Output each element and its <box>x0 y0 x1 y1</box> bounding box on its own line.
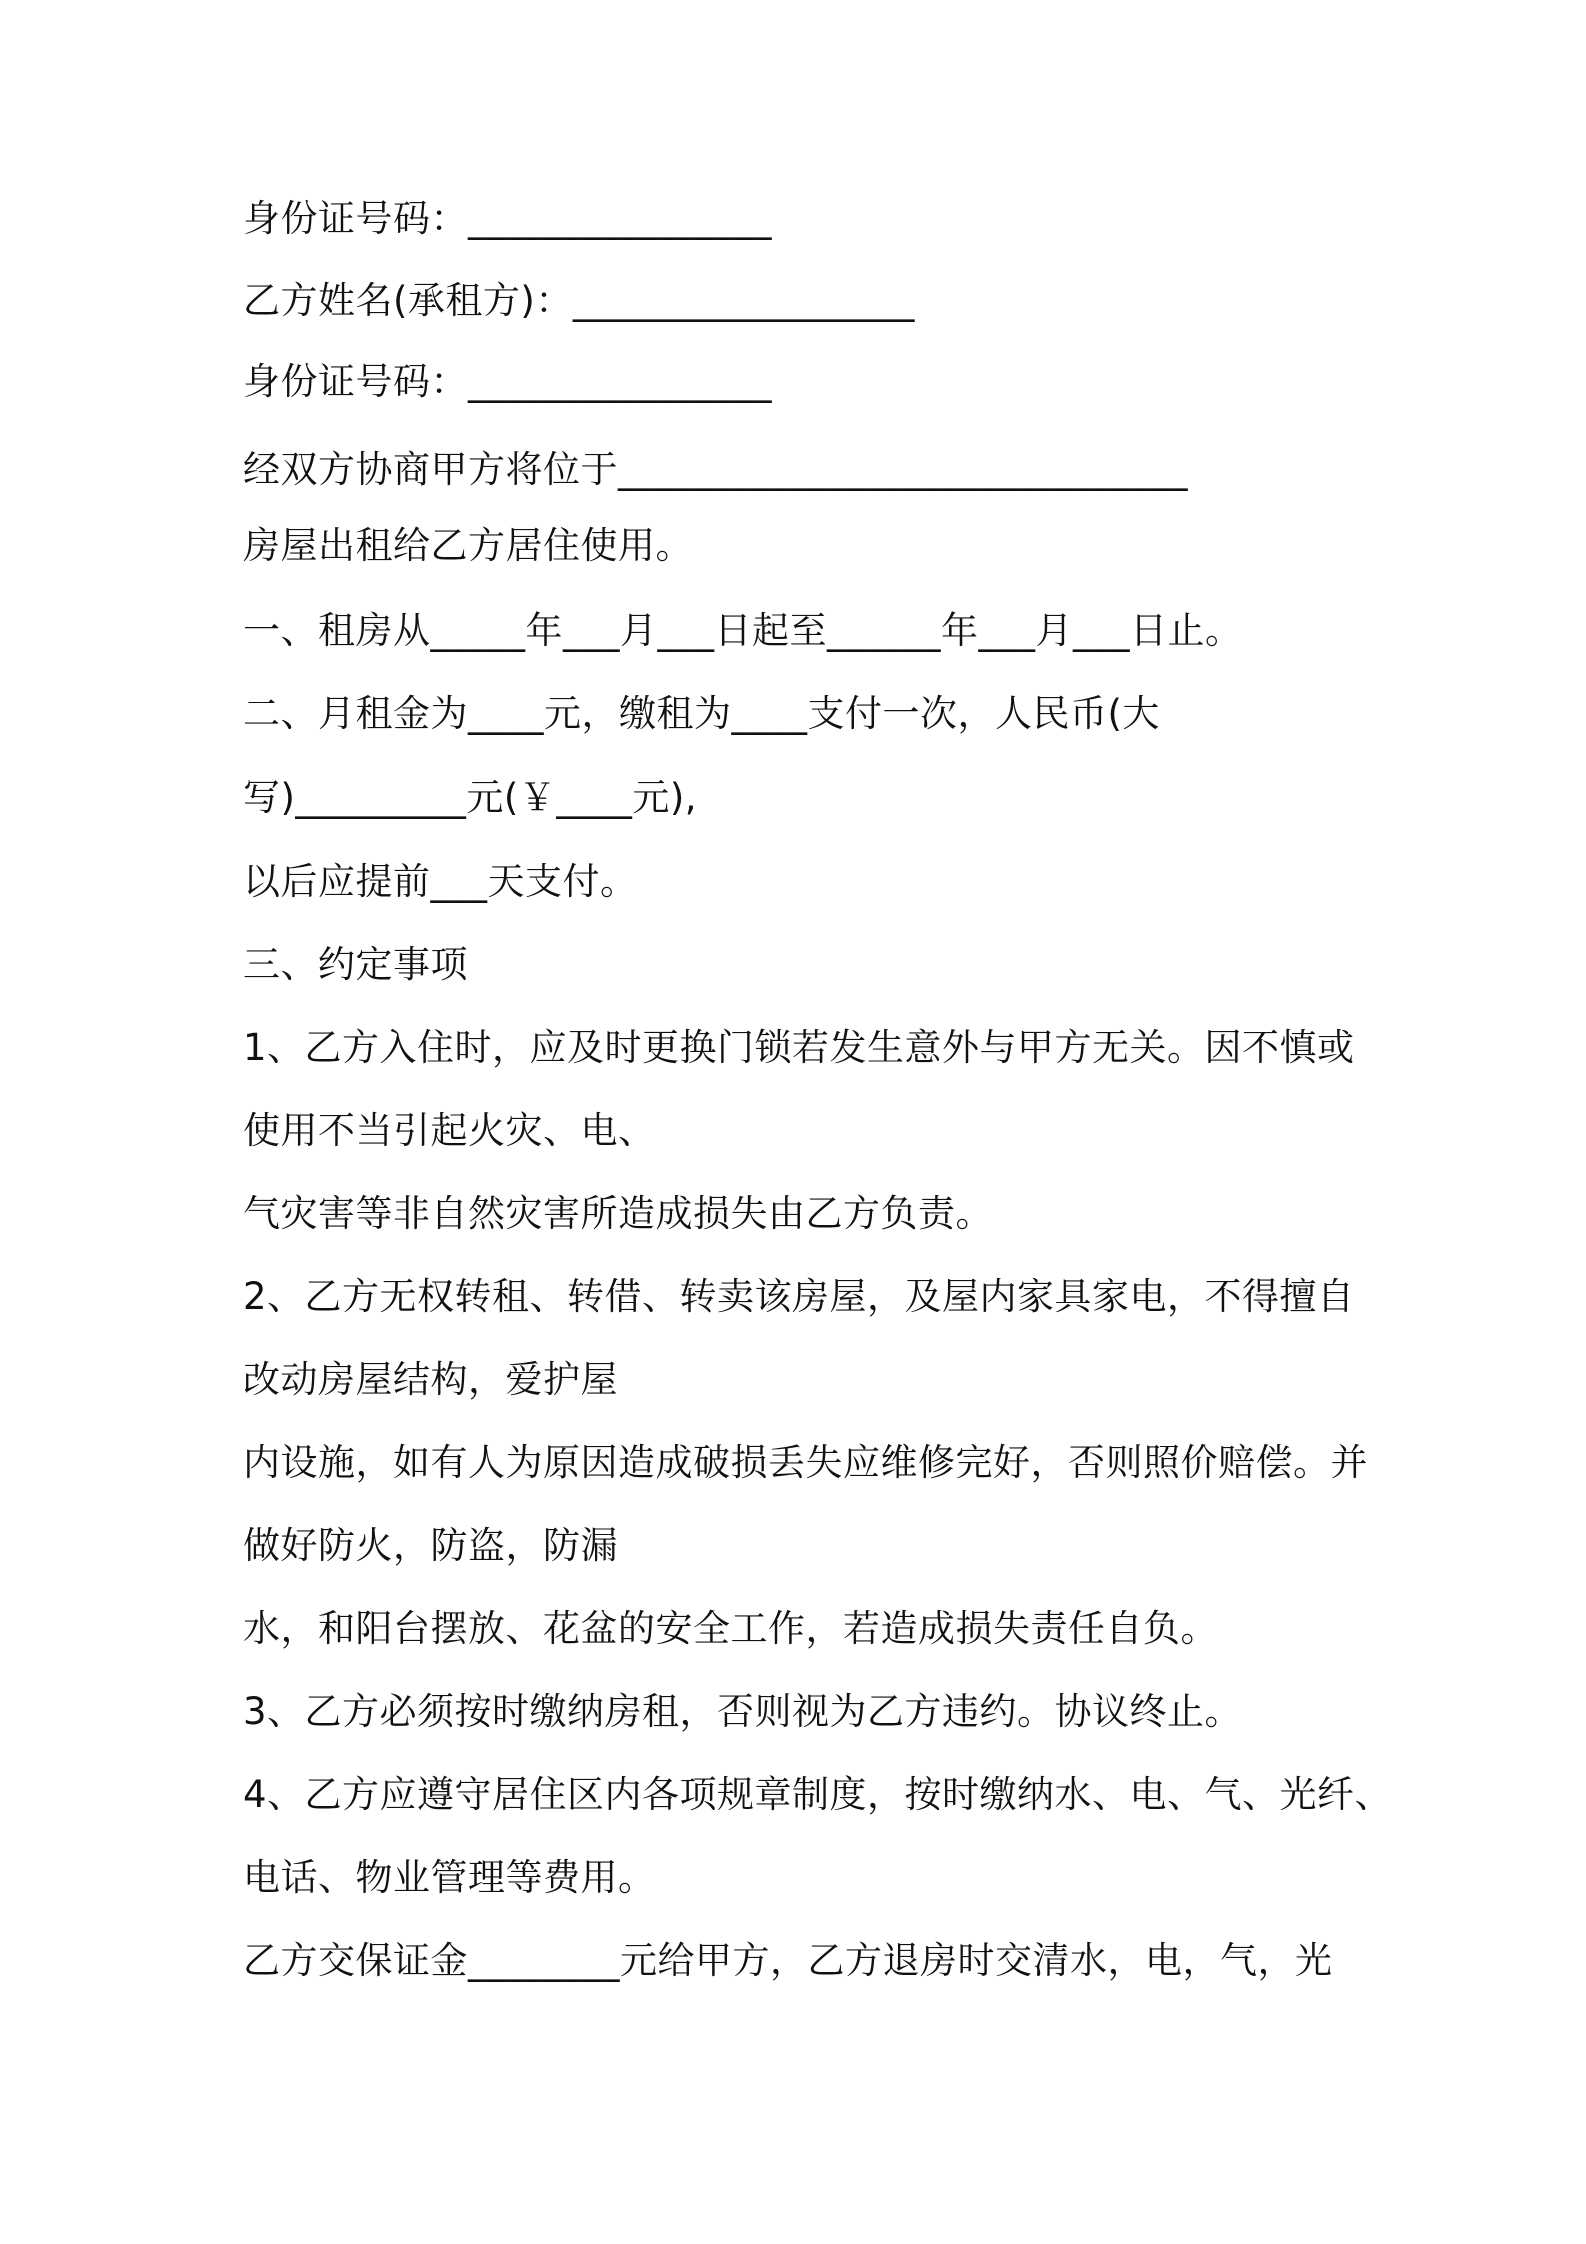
id-number-line-1: 身份证号码：________________ <box>243 197 772 240</box>
property-location-line: 经双方协商甲方将位于______________________________ <box>243 448 1188 491</box>
item-2-line-1: 2、乙方无权转租、转借、转卖该房屋，及屋内家具家电，不得擅自 <box>243 1275 1355 1318</box>
item-2-line-2: 改动房屋结构，爱护屋 <box>243 1358 618 1401</box>
clause-2-amount: 写)_________元(￥____元), <box>243 776 698 819</box>
item-2-line-5: 水，和阳台摆放、花盆的安全工作，若造成损失责任自负。 <box>243 1607 1218 1650</box>
item-2-line-4: 做好防火，防盗，防漏 <box>243 1524 618 1567</box>
item-4-line-1: 4、乙方应遵守居住区内各项规章制度，按时缴纳水、电、气、光纤、 <box>243 1773 1393 1816</box>
property-use-line: 房屋出租给乙方居住使用。 <box>243 524 693 567</box>
deposit-line: 乙方交保证金________元给甲方，乙方退房时交清水，电，气，光 <box>243 1939 1333 1982</box>
clause-2-advance: 以后应提前___天支付。 <box>243 860 638 903</box>
clause-2-rent: 二、月租金为____元，缴租为____支付一次，人民币(大 <box>243 692 1160 735</box>
item-1-line-2: 使用不当引起火灾、电、 <box>243 1109 656 1152</box>
tenant-name-line: 乙方姓名(承租方)：__________________ <box>243 279 915 322</box>
item-1-line-3: 气灾害等非自然灾害所造成损失由乙方负责。 <box>243 1192 993 1235</box>
item-4-line-2: 电话、物业管理等费用。 <box>243 1856 656 1899</box>
id-number-line-2: 身份证号码：________________ <box>243 360 772 403</box>
clause-1-term: 一、租房从_____年___月___日起至______年___月___日止。 <box>243 609 1243 652</box>
section-3-heading: 三、约定事项 <box>243 943 468 986</box>
item-3-line: 3、乙方必须按时缴纳房租，否则视为乙方违约。协议终止。 <box>243 1690 1243 1733</box>
item-1-line-1: 1、乙方入住时，应及时更换门锁若发生意外与甲方无关。因不慎或 <box>243 1026 1355 1069</box>
item-2-line-3: 内设施，如有人为原因造成破损丢失应维修完好，否则照价赔偿。并 <box>243 1441 1368 1484</box>
